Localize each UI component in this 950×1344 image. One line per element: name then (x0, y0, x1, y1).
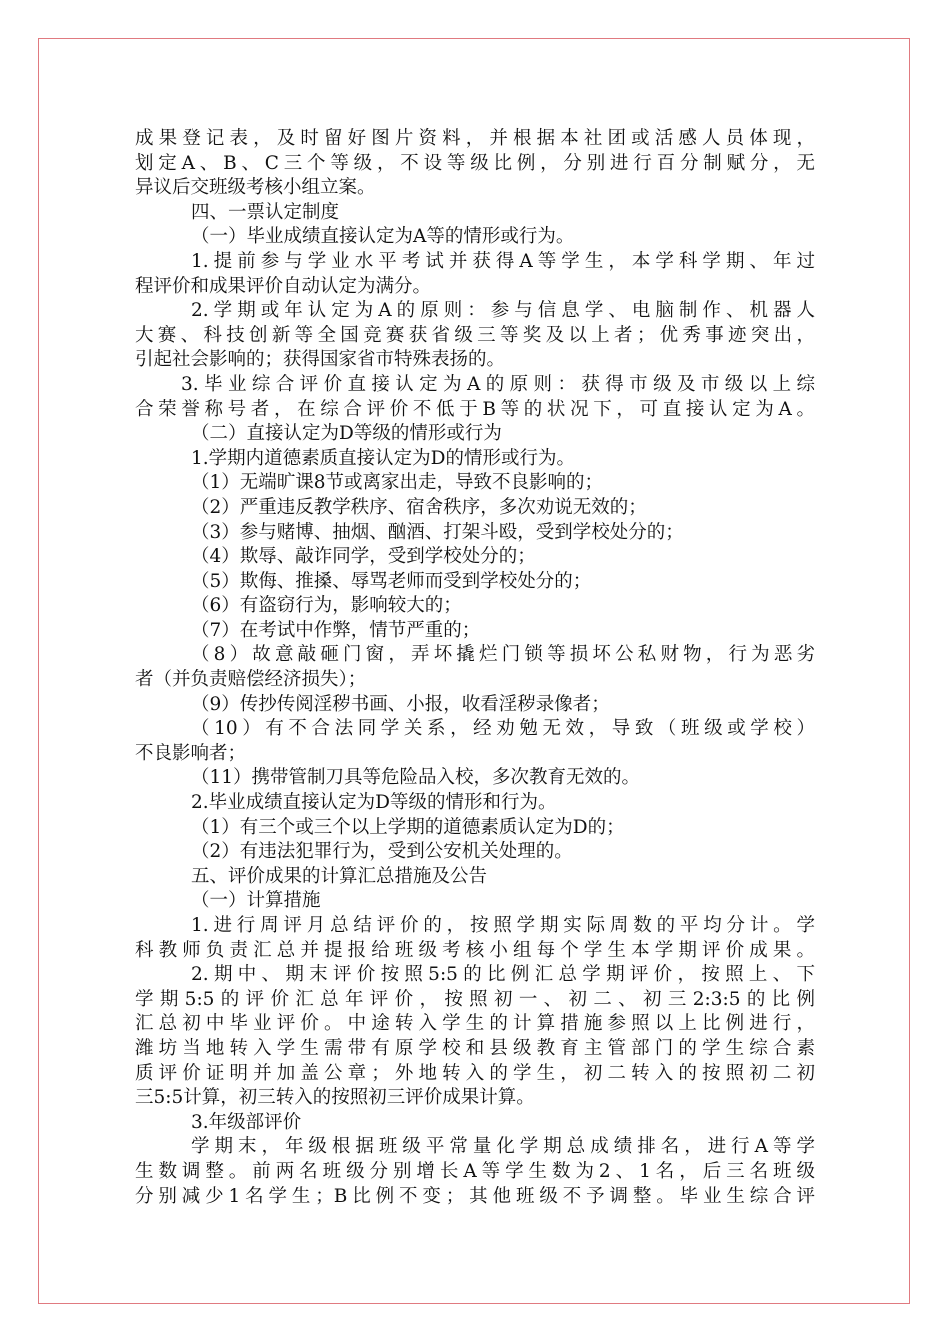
text-line: 1.进行周评月总结评价的，按照学期实际周数的平均分计。学 (191, 915, 815, 936)
text-line: 引起社会影响的；获得国家省市特殊表扬的。 (135, 349, 506, 371)
list-item: （10）有不合法同学关系，经劝勉无效，导致（班级或学校） (191, 718, 815, 740)
list-item: （2）有违法犯罪行为，受到公安机关处理的。 (191, 841, 573, 863)
subsection-heading: （二）直接认定为D等级的情形或行为 (191, 423, 502, 445)
text-line: 潍坊当地转入学生需带有原学校和县级教育主管部门的学生综合素 (135, 1037, 815, 1059)
text-line: 1.提前参与学业水平考试并获得A等学生，本学科学期、年过 (191, 250, 815, 272)
text-line: 3.毕业综合评价直接认定为A的原则：获得市级及市级以上综 (181, 373, 815, 395)
text-line: 三5:5计算，初三转入的按照初三评价成果计算。 (135, 1087, 535, 1109)
list-item: （11）携带管制刀具等危险品入校，多次教育无效的。 (191, 767, 641, 789)
list-item: （4）欺辱、敲诈同学，受到学校处分的； (191, 546, 536, 568)
text-line: 划定A、B、C三个等级，不设等级比例，分别进行百分制赋分，无 (135, 152, 815, 174)
list-item: （8）故意敲砸门窗，弄坏撬烂门锁等损坏公私财物，行为恶劣 (191, 644, 815, 666)
section-heading: 五、评价成果的计算汇总措施及公告 (191, 865, 488, 887)
text-line: 程评价和成果评价自动认定为满分。 (135, 275, 432, 297)
text-line: 汇总初中毕业评价。中途转入学生的计算措施参照以上比例进行， (135, 1013, 815, 1035)
text-line: 质评价证明并加盖公章；外地转入的学生，初二转入的按照初二初 (135, 1062, 815, 1084)
list-item: （1）无端旷课8节或离家出走，导致不良影响的； (191, 472, 604, 494)
text-line: 合荣誉称号者，在综合评价不低于B等的状况下，可直接认定为A。 (135, 398, 815, 420)
text-line: 学期末，年级根据班级平常量化学期总成绩排名，进行A等学 (191, 1136, 815, 1158)
list-item: （7）在考试中作弊，情节严重的； (191, 619, 481, 641)
text-line: 大赛、科技创新等全国竞赛获省级三等奖及以上者；优秀事迹突出， (135, 324, 815, 346)
text-line: 2.期中、期末评价按照5:5的比例汇总学期评价，按照上、下 (191, 964, 815, 986)
subsection-heading: （一）计算措施 (191, 890, 321, 912)
section-heading: 四、一票认定制度 (191, 201, 340, 223)
list-item: （1）有三个或三个以上学期的道德素质认定为D的； (191, 816, 625, 838)
text-line: 异议后交班级考核小组立案。 (135, 177, 376, 199)
text-line: 3.年级部评价 (191, 1111, 302, 1133)
text-line: 1.学期内道德素质直接认定为D的情形或行为。 (191, 447, 575, 469)
document-body (135, 127, 815, 1209)
subsection-heading: （一）毕业成绩直接认定为A等的情形或行为。 (191, 226, 575, 248)
text-line: 学期5:5的评价汇总年评价，按照初一、初二、初三2:3:5的比例 (135, 988, 815, 1010)
text-line: 不良影响者； (135, 742, 247, 764)
text-line: 分别减少1名学生；B比例不变；其他班级不予调整。毕业生综合评 (135, 1185, 815, 1207)
text-line: 成果登记表，及时留好图片资料，并根据本社团或活感人员体现， (135, 128, 815, 149)
list-item: （5）欺侮、推搡、辱骂老师而受到学校处分的； (191, 570, 592, 592)
text-line: 2.毕业成绩直接认定为D等级的情形和行为。 (191, 792, 557, 814)
text-line: 科教师负责汇总并提报给班级考核小组每个学生本学期评价成果。 (135, 939, 815, 961)
list-item: （2）严重违反教学秩序、宿舍秩序，多次劝说无效的； (191, 496, 647, 518)
text-line: 生数调整。前两名班级分别增长A等学生数为2、1名，后三名班级 (135, 1160, 815, 1182)
text-line: 2.学期或年认定为A的原则：参与信息学、电脑制作、机器人 (191, 300, 815, 322)
list-item: （6）有盗窃行为，影响较大的； (191, 595, 462, 617)
list-item: （9）传抄传阅淫秽书画、小报，收看淫秽录像者； (191, 693, 610, 715)
text-line: 者（并负责赔偿经济损失）； (135, 669, 367, 691)
list-item: （3）参与赌博、抽烟、酗酒、打架斗殴，受到学校处分的； (191, 521, 684, 543)
